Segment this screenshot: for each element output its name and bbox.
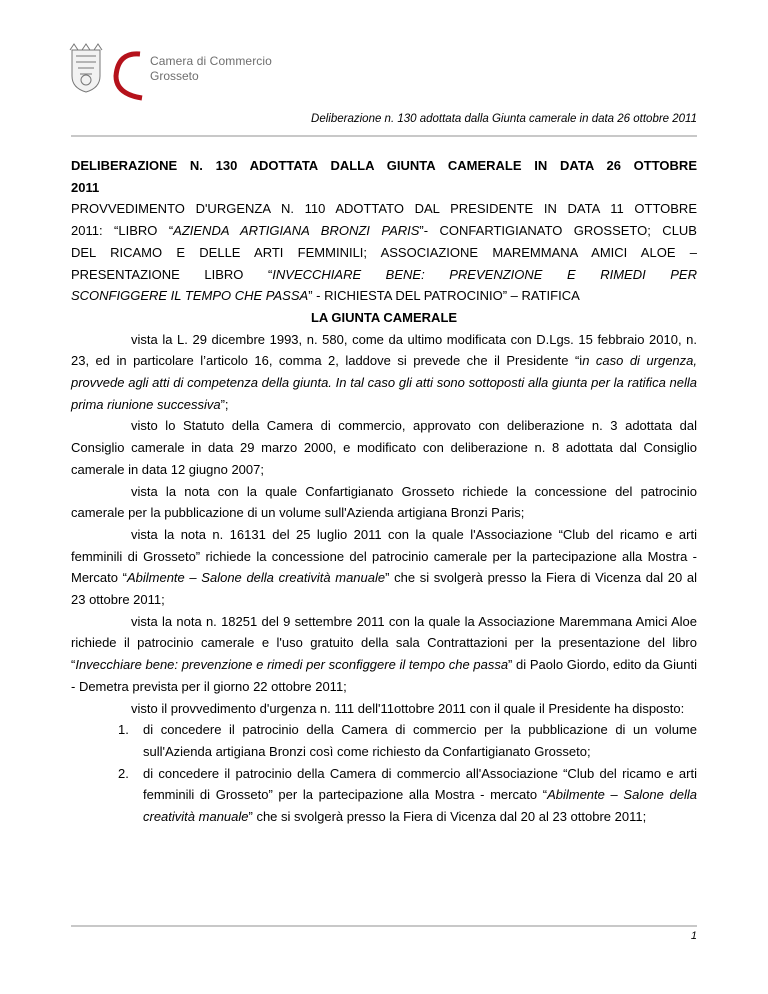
- paragraph-6: visto il provvedimento d'urgenza n. 111 dell'11ottobre 2011 con il quale il Presidente ha disposto:: [131, 700, 685, 716]
- logo-line-1: Camera di Commercio: [150, 54, 272, 68]
- decision-list: [71, 719, 697, 828]
- subject-line-1: PROVVEDIMENTO D'URGENZA N. 110 ADOTTATO DAL PRESIDENTE IN DATA 11 OTTOBRE: [71, 201, 697, 217]
- subject-line-4: PRESENTAZIONE LIBRO “INVECCHIARE BENE: PREVENZIONE E RIMEDI PER: [71, 266, 697, 282]
- document-body: [71, 155, 697, 828]
- paragraph-5: vista la nota n. 18251 del 9 settembre 2011 con la quale la Associazione Maremmana Amici Aloe richiede il patrocinio camerale e l'uso gratuito della sala Contrattazioni per la presentazione del libro “Invecchiare bene: prevenzione e rimedi per sconfiggere il tempo che passa” di Paolo Giordo, edito da Giunti - Demetra prevista per il giorno 22 ottobre 2011;: [71, 613, 697, 694]
- footer-divider: [71, 925, 697, 927]
- paragraph-3: vista la nota con la quale Confartigianato Grosseto richiede la concessione del patrocinio camerale per la pubblicazione di un volume sull'Azienda artigiana Bronzi Paris;: [71, 483, 697, 521]
- coat-of-arms-icon: [66, 42, 146, 102]
- list-item: 1. di concedere il patrocinio della Camera di commercio per la pubblicazione di un volume sull'Azienda artigiana Bronzi così come richiesto da Confartigianato Grosseto;: [71, 719, 697, 762]
- list-item: 2. di concedere il patrocinio della Camera di commercio all'Associazione “Club del ricamo e arti femminili di Grosseto” per la partecipazione alla Mostra - mercato “Abilmente – Salone della creatività manuale” che si svolgerà presso la Fiera di Vicenza dal 20 al 23 ottobre 2011;: [71, 763, 697, 828]
- title-line-2: 2011: [71, 179, 100, 195]
- header-divider: [71, 135, 697, 137]
- paragraph-2: visto lo Statuto della Camera di commercio, approvato con deliberazione n. 3 adottata dal Consiglio camerale in data 29 marzo 2000, e modificato con deliberazione n. 8 adottata dal Consiglio camerale in data 12 giugno 2007;: [71, 418, 697, 477]
- page-number: 1: [690, 930, 697, 942]
- subject-line-2: 2011: “LIBRO “AZIENDA ARTIGIANA BRONZI PARIS”- CONFARTIGIANATO GROSSETO; CLUB: [71, 223, 697, 239]
- logo-line-2: Grosseto: [150, 69, 199, 83]
- chamber-logo: [66, 42, 286, 102]
- subject-line-3: DEL RICAMO E DELLE ARTI FEMMINILI; ASSOCIAZIONE MAREMMANA AMICI ALOE –: [71, 244, 697, 260]
- paragraph-1: vista la L. 29 dicembre 1993, n. 580, come da ultimo modificata con D.Lgs. 15 febbraio 2010, n. 23, ed in particolare l’articolo 16, comma 2, laddove si prevede che il Presidente “in caso di urgenza, provvede agli atti di competenza della giunta. In tal caso gli atti sono sottoposti alla giunta per la ratifica nella prima riunione successiva”;: [71, 331, 698, 412]
- running-header: Deliberazione n. 130 adottata dalla Giunta camerale in data 26 ottobre 2011: [311, 113, 697, 125]
- list-number: 2.: [118, 765, 129, 781]
- list-number: 1.: [118, 722, 129, 738]
- title-line-1: DELIBERAZIONE N. 130 ADOTTATA DALLA GIUNTA CAMERALE IN DATA 26 OTTOBRE: [71, 158, 697, 173]
- subject-line-5: SCONFIGGERE IL TEMPO CHE PASSA” - RICHIESTA DEL PATROCINIO” – RATIFICA: [71, 288, 580, 304]
- paragraph-4: vista la nota n. 16131 del 25 luglio 2011 con la quale l'Associazione “Club del ricamo e arti femminili di Grosseto” richiede la concessione del patrocinio camerale per la partecipazione alla Mostra - Mercato “Abilmente – Salone della creatività manuale” che si svolgerà presso la Fiera di Vicenza dal 20 al 23 ottobre 2011;: [71, 526, 697, 608]
- section-heading: LA GIUNTA CAMERALE: [310, 309, 458, 325]
